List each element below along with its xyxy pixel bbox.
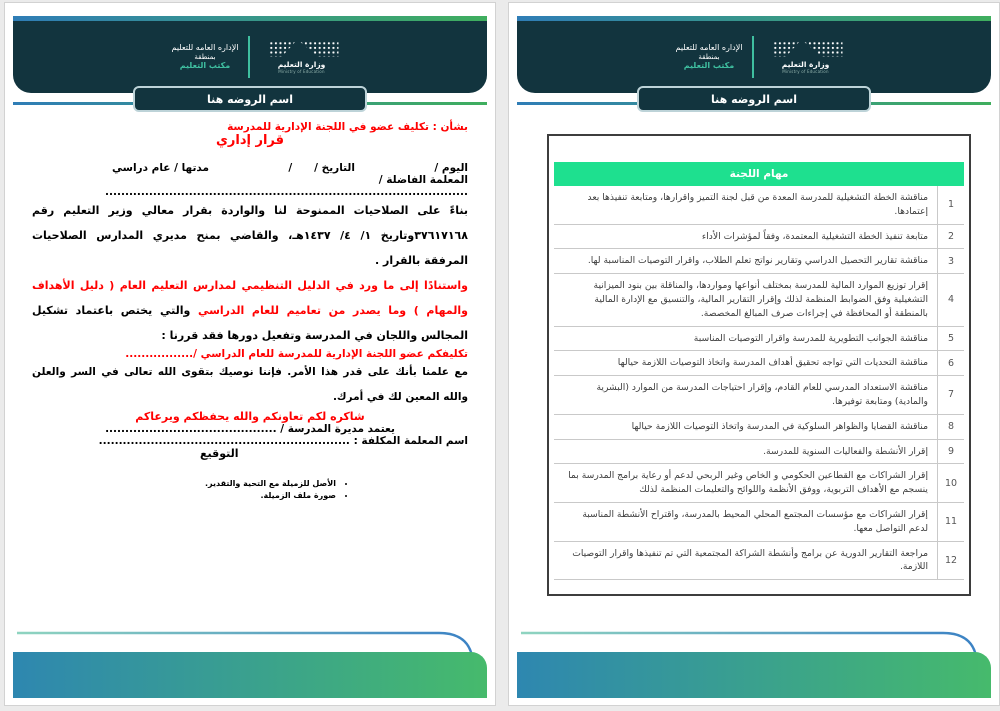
row-task-text: مناقشة القضايا والظواهر السلوكية في المدرسة واتخاذ التوصيات اللازمة حيالها (631, 420, 928, 432)
ministry-logo-english: Ministry of Education (782, 68, 829, 74)
row-number: 1 (937, 186, 964, 224)
tasks-table-frame (547, 134, 971, 596)
row-number: 2 (937, 225, 964, 249)
ministry-logo (259, 41, 345, 74)
row-task-text: إقرار الأنشطة والفعاليات السنوية للمدرسة. (763, 445, 928, 457)
table-row (554, 542, 964, 581)
org-text-block (676, 43, 743, 72)
ministry-logo-arabic: وزارة التعليم (781, 59, 830, 69)
day-label: اليوم / (434, 162, 468, 174)
cc-list (32, 478, 350, 501)
cc-item: • الأصل للزميلة مع التحية والتقدير. (32, 478, 336, 490)
row-number: 7 (937, 376, 964, 414)
table-row (554, 327, 964, 352)
page-footer (13, 630, 487, 698)
page-header (5, 3, 495, 121)
table-row (554, 415, 964, 440)
ministry-logo (763, 41, 849, 74)
ministry-logo-dots-icon (767, 41, 845, 59)
logo-divider-line (248, 36, 250, 78)
row-task-text: مناقشة تقارير التحصيل الدراسي وتقارير نواتج تعلم الطلاب، واقرار التوصيات المناسبة لها. (587, 255, 928, 267)
duration-label: مدتها / عام دراسي (112, 162, 209, 174)
row-task-text: مراجعة التقارير الدورية عن برامج وأنشطة الشراكة المجتمعية التي تم تنفيذها واقرار التوصيات اللازمة. (572, 547, 928, 573)
tasks-table-header: مهام اللجنة (554, 162, 964, 186)
table-row (554, 464, 964, 503)
table-row (554, 503, 964, 542)
table-row (554, 186, 964, 225)
reference-red-part: واستنادًا إلى ما ورد في الدليل التنظيمي لمدارس التعليم العام ( دليل الأهداف والمهام ) وما يصدر من تعاميم للعام الدراسي (32, 279, 468, 317)
table-row (554, 249, 964, 274)
reference-paragraph (32, 273, 468, 348)
assignment-line: تكليفكم عضو اللجنة الإدارية للمدرسة للعام الدراسي /................. (125, 348, 468, 360)
ministry-logo-english: Ministry of Education (278, 68, 325, 74)
row-number: 5 (937, 327, 964, 351)
row-task-text: مناقشة الاستعداد المدرسي للعام القادم، وإقرار احتياجات المدرسة من الموارد (البشرية والمادية) ومتابعة توفيرها. (596, 382, 928, 407)
header-band (13, 21, 487, 93)
signature-label: التوقيع (200, 447, 239, 460)
row-number: 6 (937, 351, 964, 375)
org-line2: بمنطقة (194, 52, 216, 61)
advice-paragraph: مع علمنا بأنك على قدر هذا الأمر. فإننا نوصيك بتقوى الله تعالى في السر والعلن والله المعين لك في أمرك. (32, 366, 468, 403)
org-text-block (172, 43, 239, 72)
org-office: مكتب التعليم (683, 61, 735, 71)
cc-item: • صورة ملف الزميلة. (32, 490, 336, 502)
org-office: مكتب التعليم (179, 61, 231, 71)
ministry-logo-arabic: وزارة التعليم (277, 59, 326, 69)
row-number: 10 (937, 464, 964, 502)
header-band (517, 21, 991, 93)
row-number: 11 (937, 503, 964, 541)
org-line1: الإداره العامه للتعليم (171, 42, 239, 52)
letter-title: قرار إداري (215, 133, 285, 148)
principal-approval-line: يعتمد مديرة المدرسة / ........................................... (105, 423, 395, 435)
ministry-logo-dots-icon (263, 41, 341, 59)
row-task-text: إقرار الشراكات مع القطاعين الحكومي و الخاص وغير الربحي لدعم أو رعاية برامج المدرسة بما ينسجم مع الأهداف التربوية، ووفق الأنظمة واللوائح والتعليمات المنظمة لذلك (568, 470, 928, 496)
assigned-teacher-line: اسم المعلمة المكلفة : ............................................................... (98, 435, 468, 447)
date-label: التاريخ / / (288, 162, 355, 174)
header-identity-group (172, 36, 345, 78)
row-task-text: مناقشة الجوانب التطويرية للمدرسة واقرار التوصيات المناسبة (693, 332, 928, 344)
salutation-line: المعلمة الفاضلة / ........................................................................................... (105, 174, 468, 198)
thanks-line: شاكره لكم تعاونكم والله يحفظكم ويرعاكم (135, 410, 365, 423)
school-name-box: اسم الروضه هنا (637, 86, 871, 112)
table-row (554, 225, 964, 250)
row-number: 3 (937, 249, 964, 273)
school-name-box: اسم الروضه هنا (133, 86, 367, 112)
row-number: 4 (937, 274, 964, 325)
page-decision-letter (4, 2, 496, 706)
date-row (112, 162, 468, 174)
page-committee-tasks (508, 2, 1000, 706)
row-number: 12 (937, 542, 964, 580)
row-task-text: إقرار الشراكات مع مؤسسات المجتمع المحلي المحيط بالمدرسة، واقتراح الأنشطة المناسبة لدعم التواصل معها. (582, 508, 928, 534)
table-row (554, 351, 964, 376)
row-number: 8 (937, 415, 964, 439)
letter-body (32, 121, 468, 501)
letter-subject: بشأن : تكليف عضو في اللجنة الإدارية للمدرسة (227, 121, 468, 133)
row-task-text: مناقشة التحديات التي تواجه تحقيق أهداف المدرسة واتخاذ التوصيات اللازمة حيالها (617, 357, 928, 369)
logo-divider-line (752, 36, 754, 78)
row-task-text: متابعة تنفيذ الخطة التشغيلية المعتمدة، وفقاً لمؤشرات الأداء (701, 230, 928, 242)
page-footer (517, 630, 991, 698)
table-row (554, 440, 964, 465)
task-rows (554, 186, 964, 580)
table-row (554, 376, 964, 415)
row-task-text: إقرار توزيع الموارد المالية للمدرسة بمختلف أنواعها ومواردها، والمناقلة بين بنود الميزانية التشغيلية وفق الضوابط المنظمة لذلك وإقرار التقارير المالية، والتنسيق مع الإدارة المالية بالمنطقة أو المحافظة في إجراءات صرف المبالغ المخصصة. (593, 280, 928, 319)
basis-paragraph: بناءً على الصلاحيات الممنوحة لنا والواردة بقرار معالي وزير التعليم رقم ٣٧٦١٧١٦٨وتاريخ ١/ ٤/ ١٤٣٧هـ، والقاضي بمنح مديري المدارس الصلاحيات المرفقة بالقرار . (32, 204, 468, 267)
footer-gradient-bar (517, 652, 991, 698)
table-row (554, 274, 964, 326)
org-line2: بمنطقة (698, 52, 720, 61)
row-task-text: مناقشة الخطة التشغيلية للمدرسة المعدة من قبل لجنة التميز واقرارها، ومتابعة تنفيذها بعد إعتمادها. (587, 192, 928, 217)
reference-black-part: والتي يختص باعتماد تشكيل المجالس واللجان في المدرسة وتفعيل دورها فقد قررنا : (32, 304, 468, 342)
header-identity-group (676, 36, 849, 78)
footer-gradient-bar (13, 652, 487, 698)
page-header (509, 3, 999, 121)
org-line1: الإداره العامه للتعليم (675, 42, 743, 52)
row-number: 9 (937, 440, 964, 464)
